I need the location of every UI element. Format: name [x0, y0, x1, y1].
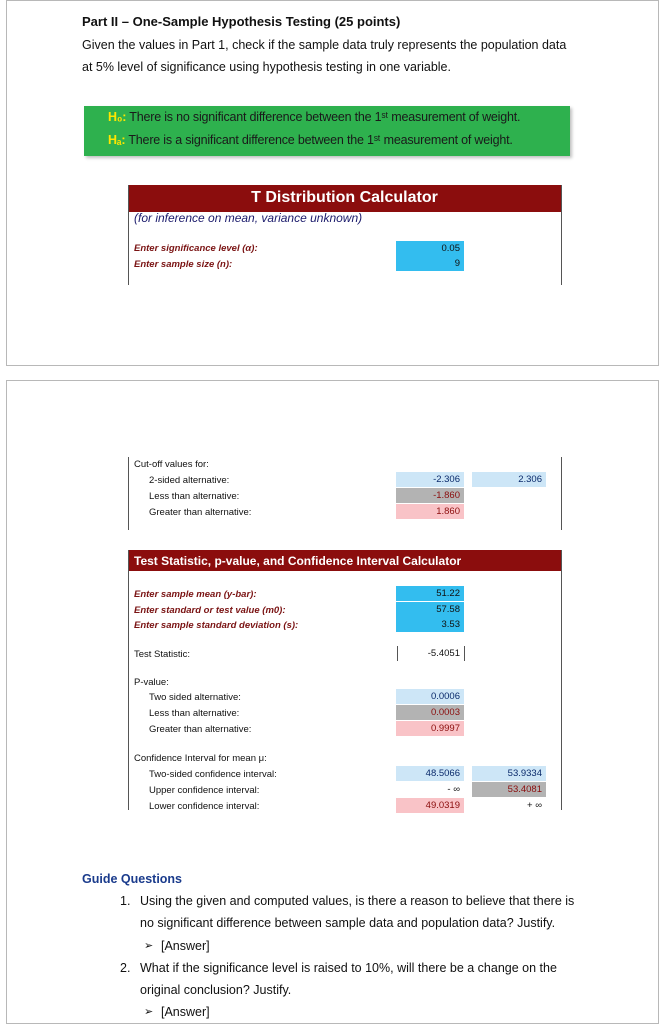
- sample-size-label: Enter sample size (n):: [134, 259, 233, 270]
- ha-text: There is a significant difference between the 1ˢᵗ measurement of weight.: [128, 133, 513, 147]
- ci-lower-label: Lower confidence interval:: [149, 801, 260, 812]
- cutoff-right-border: [561, 457, 562, 530]
- null-hypothesis: [108, 110, 520, 124]
- instruction-line-1: Given the values in Part 1, check if the sample data truly represents the population data: [82, 38, 567, 52]
- test-statistic-value: -5.4051: [398, 646, 464, 661]
- q1-bullet: ➢: [144, 940, 154, 952]
- two-sided-low: -2.306: [396, 472, 464, 487]
- ts-calc-title: Test Statistic, p-value, and Confidence Interval Calculator: [134, 554, 462, 568]
- sample-sd-label: Enter sample standard deviation (s):: [134, 620, 299, 631]
- p-less-label: Less than alternative:: [149, 708, 240, 719]
- ci-upper-label: Upper confidence interval:: [149, 785, 260, 796]
- t-calc-left-border: [128, 185, 129, 285]
- ts-calc-header: [128, 550, 561, 571]
- part-title: Part II – One-Sample Hypothesis Testing (25 points): [82, 14, 401, 29]
- h0-label: H₀:: [108, 110, 127, 124]
- cutoff-heading: Cut-off values for:: [134, 459, 209, 470]
- ci-lower-low: 49.0319: [396, 798, 464, 813]
- t-calc-header: [128, 185, 561, 212]
- q1-answer[interactable]: [Answer]: [161, 939, 210, 953]
- t-calc-right-border: [561, 185, 562, 285]
- two-sided-label: 2-sided alternative:: [149, 475, 230, 486]
- t-calc-subtitle: (for inference on mean, variance unknown): [134, 211, 363, 225]
- hypotheses-box: [84, 106, 570, 156]
- alternative-hypothesis: [108, 133, 513, 147]
- test-value-input[interactable]: 57.58: [396, 602, 464, 617]
- ci-upper-low: - ∞: [396, 782, 464, 797]
- p-two-sided-label: Two sided alternative:: [149, 692, 241, 703]
- t-calc-title: T Distribution Calculator: [251, 189, 438, 206]
- q1-line-2: no significant difference between sample data and population data? Justify.: [140, 916, 556, 930]
- ci-lower-high: + ∞: [472, 798, 546, 813]
- p-less-value: 0.0003: [396, 705, 464, 720]
- test-value-label: Enter standard or test value (m0):: [134, 605, 286, 616]
- p-greater-value: 0.9997: [396, 721, 464, 736]
- less-than-value: -1.860: [396, 488, 464, 503]
- sample-sd-input[interactable]: 3.53: [396, 617, 464, 632]
- ci-heading: Confidence Interval for mean μ:: [134, 753, 267, 764]
- pvalue-heading: P-value:: [134, 677, 169, 688]
- ts-calc-left-border: [128, 550, 129, 810]
- instruction-line-2: at 5% level of significance using hypothesis testing in one variable.: [82, 60, 451, 74]
- sample-size-input[interactable]: 9: [396, 256, 464, 271]
- ci-two-sided-high: 53.9334: [472, 766, 546, 781]
- q2-bullet: ➢: [144, 1006, 154, 1018]
- ci-upper-high: 53.4081: [472, 782, 546, 797]
- ha-label: Hₐ:: [108, 133, 126, 147]
- p-greater-label: Greater than alternative:: [149, 724, 252, 735]
- q2-answer[interactable]: [Answer]: [161, 1005, 210, 1019]
- cutoff-left-border: [128, 457, 129, 530]
- h0-text: There is no significant difference between the 1ˢᵗ measurement of weight.: [129, 110, 521, 124]
- significance-label: Enter significance level (α):: [134, 243, 258, 254]
- test-statistic-right-border: [464, 646, 465, 661]
- sample-mean-label: Enter sample mean (y-bar):: [134, 589, 257, 600]
- greater-than-value: 1.860: [396, 504, 464, 519]
- p-two-sided-value: 0.0006: [396, 689, 464, 704]
- ci-two-sided-label: Two-sided confidence interval:: [149, 769, 277, 780]
- test-statistic-label: Test Statistic:: [134, 649, 190, 660]
- q2-number: 2.: [120, 961, 131, 975]
- ts-calc-right-border: [561, 550, 562, 810]
- q2-line-1: What if the significance level is raised to 10%, will there be a change on the: [140, 961, 557, 975]
- q2-line-2: original conclusion? Justify.: [140, 983, 292, 997]
- sample-mean-input[interactable]: 51.22: [396, 586, 464, 601]
- less-than-label: Less than alternative:: [149, 491, 240, 502]
- ci-two-sided-low: 48.5066: [396, 766, 464, 781]
- q1-number: 1.: [120, 894, 131, 908]
- q1-line-1: Using the given and computed values, is there a reason to believe that there is: [140, 894, 575, 908]
- guide-questions-title: Guide Questions: [82, 872, 183, 886]
- significance-input[interactable]: 0.05: [396, 241, 464, 256]
- two-sided-high: 2.306: [472, 472, 546, 487]
- greater-than-label: Greater than alternative:: [149, 507, 252, 518]
